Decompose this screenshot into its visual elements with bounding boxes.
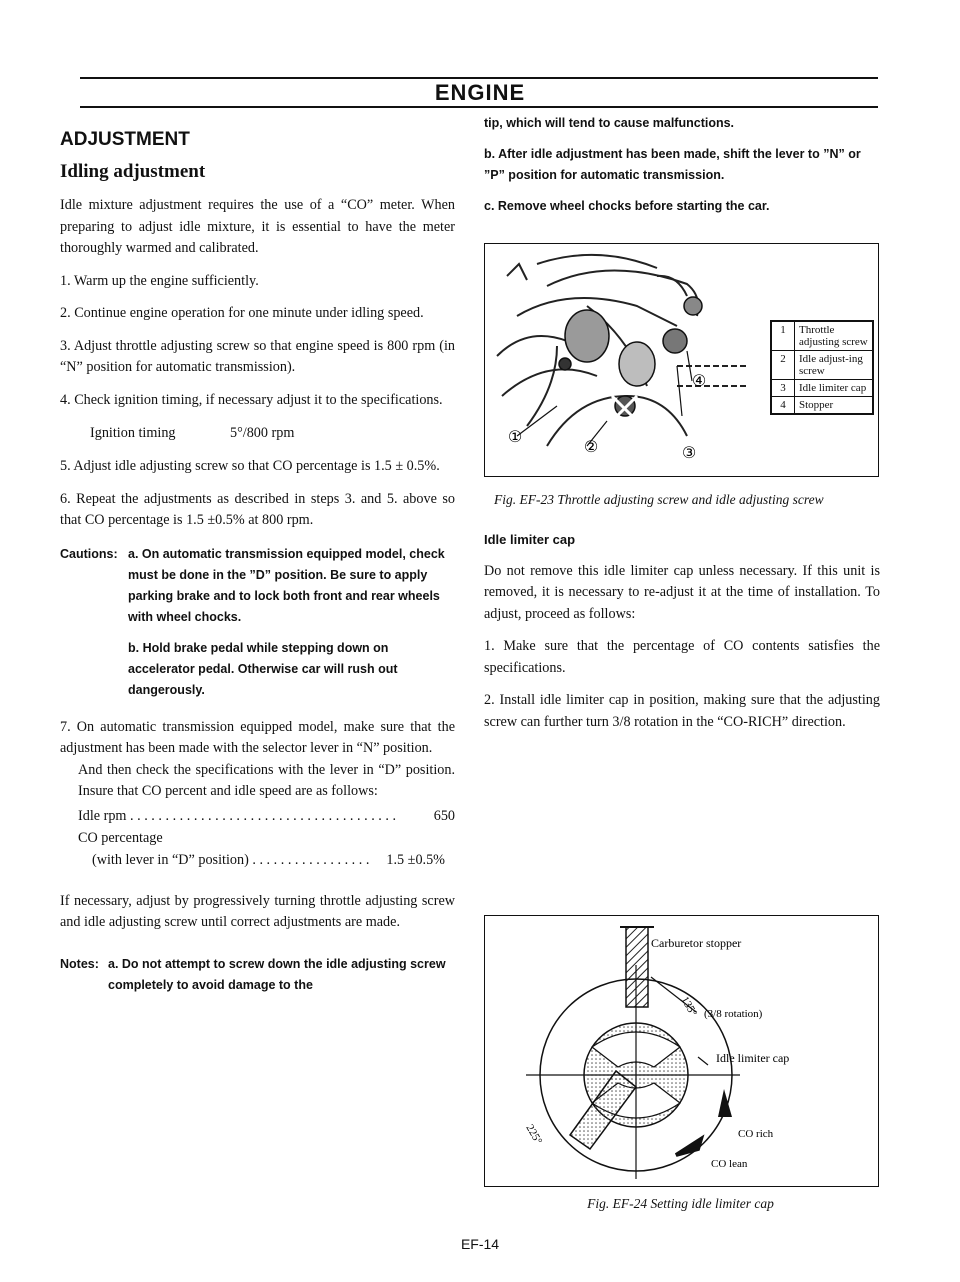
step-6: 6. Repeat the adjustments as described in steps 3. and 5. above so that CO percentage is 1.5 ±0.5% at 800 rpm. [60,490,455,528]
note-a: a. Do not attempt to screw down the idle adjusting screw completely to avoid damage to the [108,956,446,992]
angle-135-label: 135° [678,994,700,1019]
spec-label: Ignition timing [90,425,176,441]
legend-row-2: 2 Idle adjust-ing screw [772,351,873,380]
callout-3: ③ [681,443,697,462]
idle-rpm-value: 650 [433,807,455,824]
figure-ef-23 [484,243,879,477]
carb-stopper-label: Carburetor stopper [651,936,742,950]
figure-legend [770,320,874,415]
right-column [484,116,880,1211]
note-b: b. After idle adjustment has been made, shift the lever to ”N” or ”P” position for automatic transmission. [484,147,861,182]
figure-ef-24 [484,915,879,1187]
callout-1: ① [507,427,523,446]
co-label: CO percentage [78,829,163,846]
subsection-title: Idling adjustment [60,161,206,182]
note-a-continued: tip, which will tend to cause malfunctions. [484,116,735,130]
header-rule-top [80,77,878,79]
ignition-timing-spec [90,422,455,444]
angle-225-label: 225° [523,1122,545,1147]
cautions-label: Cautions: [60,546,118,561]
co-lean-label: CO lean [711,1158,748,1170]
limiter-step-1: 1. Make sure that the percentage of CO contents satisfies the specifications. [484,638,880,676]
co-label-row [78,827,455,849]
idle-rpm-label: Idle rpm [78,807,127,824]
legend-row-1: 1 Throttle adjusting screw [772,322,873,351]
step-5: 5. Adjust idle adjusting screw so that CO percentage is 1.5 ± 0.5%. [60,458,440,474]
caution-a: a. On automatic transmission equipped model, check must be done in the ”D” position. Be sure to apply parking brake and to lock both front and rear wheels with wheel chocks. [128,546,445,624]
page-header-title: ENGINE [434,80,526,105]
notes-label: Notes: [60,956,99,971]
section-title: ADJUSTMENT [60,129,190,150]
co-value-row: (with lever in “D” position) . . . . . . . . . . . . . . . . . 1.5 ±0.5% [78,849,455,871]
idle-spec-table [60,805,455,871]
note-c: c. Remove wheel chocks before starting the car. [484,199,770,213]
step-7: 7. On automatic transmission equipped model, make sure that the adjustment has been made with the selector lever in “N” position. [60,718,455,756]
step-4: 4. Check ignition timing, if necessary adjust it to the specifications. [60,391,443,408]
step-2: 2. Continue engine operation for one minute under idling speed. [60,305,424,321]
legend-row-4: 4 Stopper [772,397,873,414]
cautions-block [60,544,455,711]
co-rich-label: CO rich [738,1128,774,1140]
figure-ef-24-caption: Fig. EF-24 Setting idle limiter cap [587,1196,774,1211]
callout-2: ② [583,437,599,456]
step-7-followup: And then check the specifications with the lever in “D” position. Insure that CO percent and idle speed are as follows: [78,761,455,799]
limiter-paragraph: Do not remove this idle limiter cap unless necessary. If this unit is removed, it is necessary to re-adjust it at the time of installation. To adjust, proceed as follows: [484,562,880,622]
step-1: 1. Warm up the engine sufficiently. [60,272,259,289]
throttle-illustration [487,246,757,474]
co-sub-label: (with lever in “D” position) [92,851,249,868]
callout-4: ④ [691,371,707,390]
header-rule-bottom [80,106,878,108]
limiter-cap-illustration [486,917,876,1183]
spec-value: 5°/800 rpm [230,425,295,441]
notes-block [60,954,455,1006]
page-number: EF-14 [460,1236,500,1252]
intro-paragraph: Idle mixture adjustment requires the use of a “CO” meter. When preparing to adjust idle mixture, it is essential to have the meter thoroughly warmed and calibrated. [60,197,455,256]
step-3: 3. Adjust throttle adjusting screw so that engine speed is 800 rpm (in “N” position for automatic transmission). [60,337,455,375]
figure-ef-23-caption: Fig. EF-23 Throttle adjusting screw and idle adjusting screw [494,492,824,507]
legend-row-3: 3 Idle limiter cap [772,380,873,397]
limiter-title: Idle limiter cap [484,532,576,547]
rotation-label: (3/8 rotation) [704,1008,763,1020]
limiter-cap-label: Idle limiter cap [716,1051,790,1065]
final-paragraph: If necessary, adjust by progressively turning throttle adjusting screw and idle adjusting screw until correct adjustments are made. [60,892,455,930]
idle-rpm-row: Idle rpm . . . . . . . . . . . . . . . . . . . . . . . . . . . . . . . . . . . . . . 650 [78,805,455,827]
co-value: 1.5 ±0.5% [386,851,445,868]
limiter-step-2: 2. Install idle limiter cap in position, making sure that the adjusting screw can further turn 3/8 rotation in the “CO-RICH” direction. [484,692,880,730]
caution-b: b. Hold brake pedal while stepping down on accelerator pedal. Otherwise car will rush out dangerously. [128,640,398,697]
left-column [60,125,455,1006]
